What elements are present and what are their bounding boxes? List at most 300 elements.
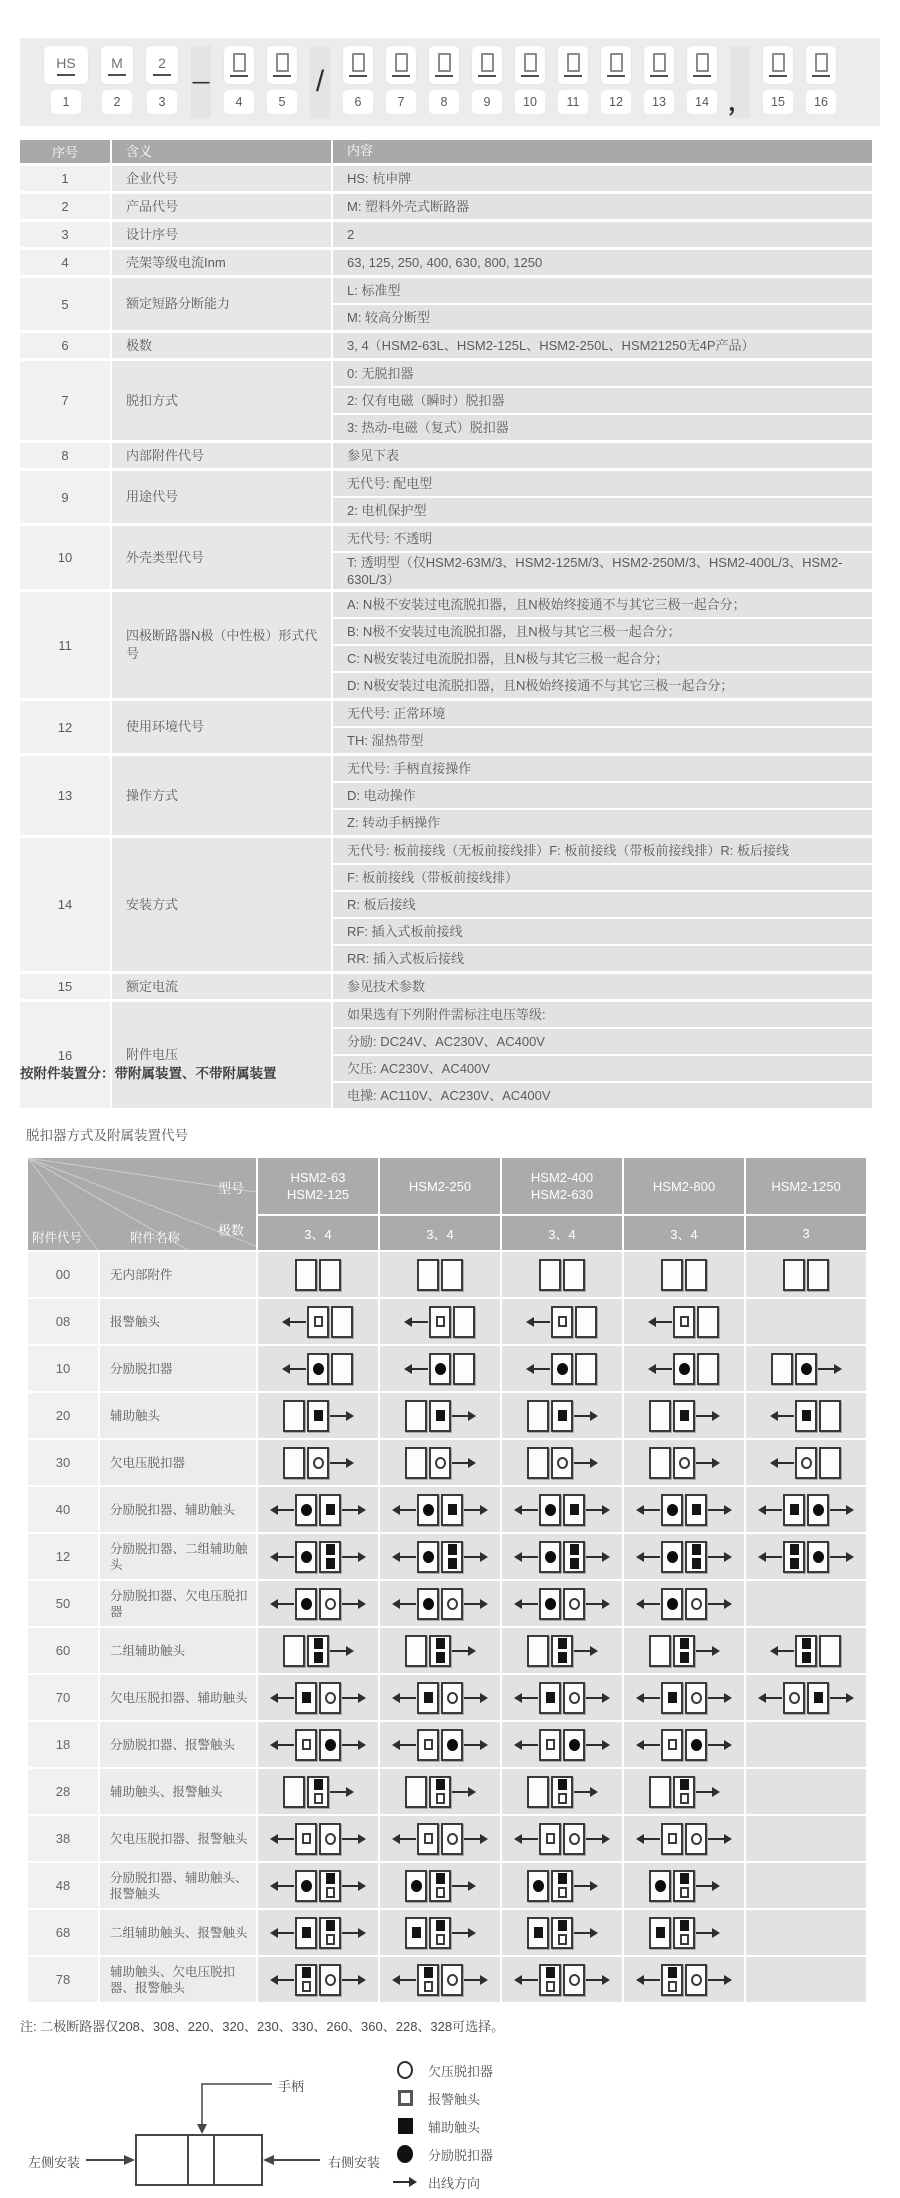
auxiliary-contact-glyph xyxy=(680,1779,689,1790)
legend-item xyxy=(392,2140,493,2168)
symbol-cell xyxy=(380,1769,500,1814)
auxiliary-contact-glyph xyxy=(790,1558,799,1569)
outgoing-left-arrow-icon xyxy=(514,1551,538,1563)
breaker-symbol xyxy=(526,1353,598,1385)
header-meaning: 含义 xyxy=(112,140,331,163)
breaker-symbol xyxy=(282,1306,354,1338)
accessory-code-cell: 48 xyxy=(28,1863,98,1908)
compartment xyxy=(417,1494,439,1526)
compartment xyxy=(673,1917,695,1949)
symbol-cell xyxy=(746,1534,866,1579)
auxiliary-contact-glyph xyxy=(302,1967,311,1978)
auxiliary-contact-glyph xyxy=(302,1692,311,1703)
symbol-cell xyxy=(258,1252,378,1297)
model-header xyxy=(380,1158,500,1214)
compartment xyxy=(661,1682,683,1714)
outgoing-left-arrow-icon xyxy=(636,1739,660,1751)
symbol-cell xyxy=(502,1581,622,1626)
breaker-symbol xyxy=(282,1447,354,1479)
code-meaning-table xyxy=(20,140,872,1111)
auxiliary-contact-glyph xyxy=(436,1873,445,1884)
auxiliary-contact-glyph xyxy=(326,1873,335,1884)
symbol-cell xyxy=(258,1863,378,1908)
underline xyxy=(57,74,75,76)
compartment xyxy=(295,1682,317,1714)
poles-cell: 3、4 xyxy=(258,1216,378,1250)
auxiliary-contact-glyph xyxy=(570,1558,579,1569)
compartment xyxy=(661,1588,683,1620)
alarm-contact-glyph xyxy=(436,1887,445,1898)
table1-row xyxy=(20,974,872,999)
outgoing-left-arrow-icon xyxy=(392,1833,416,1845)
compartment xyxy=(295,1259,317,1291)
breaker-symbol xyxy=(514,1964,610,1996)
meaning-cell: 额定短路分断能力 xyxy=(112,278,331,330)
compartment xyxy=(661,1541,683,1573)
auxiliary-contact-glyph xyxy=(680,1652,689,1663)
compartment xyxy=(795,1353,817,1385)
code-box xyxy=(343,46,373,84)
symbol-cell xyxy=(258,1957,378,2002)
position-number: 14 xyxy=(687,90,717,114)
compartment xyxy=(417,1259,439,1291)
outgoing-right-arrow-icon xyxy=(708,1974,732,1986)
breaker-symbol xyxy=(294,1259,342,1291)
seq-cell: 13 xyxy=(20,756,110,835)
auxiliary-contact-glyph xyxy=(692,1558,701,1569)
undervoltage-release-glyph xyxy=(557,1457,568,1469)
underline xyxy=(769,75,787,77)
outgoing-left-arrow-icon xyxy=(526,1316,550,1328)
footer xyxy=(20,2054,880,2198)
meaning-cell: 用途代号 xyxy=(112,471,331,523)
alarm-contact-glyph xyxy=(558,1793,567,1804)
empty-box-glyph xyxy=(772,53,785,72)
content-cell xyxy=(333,443,872,468)
position-number: 12 xyxy=(601,90,631,114)
empty-box-glyph xyxy=(610,53,623,72)
compartment xyxy=(417,1729,439,1761)
auxiliary-contact-glyph xyxy=(436,1410,445,1421)
code-separator: ， xyxy=(730,46,750,118)
outgoing-right-arrow-icon xyxy=(696,1786,720,1798)
compartment xyxy=(539,1729,561,1761)
content-cell xyxy=(333,278,872,330)
alarm-contact-glyph xyxy=(680,1316,689,1327)
bottom-note: 注: 二极断路器仅208、308、220、320、230、330、260、360、228、328可选择。 xyxy=(20,2019,505,2034)
outgoing-left-arrow-icon xyxy=(514,1598,538,1610)
meaning-cell: 额定电流 xyxy=(112,974,331,999)
alarm-contact-glyph xyxy=(546,1833,555,1844)
model-header xyxy=(746,1158,866,1214)
legend-item xyxy=(392,2056,493,2084)
compartment xyxy=(441,1494,463,1526)
seq-cell: 6 xyxy=(20,333,110,358)
auxiliary-contact-glyph xyxy=(570,1504,579,1515)
auxiliary-contact-glyph xyxy=(436,1652,445,1663)
outgoing-right-arrow-icon xyxy=(708,1692,732,1704)
code-box xyxy=(644,46,674,84)
auxiliary-contact-glyph xyxy=(326,1558,335,1569)
symbol-cell xyxy=(380,1957,500,2002)
compartment xyxy=(575,1353,597,1385)
breaker-symbol xyxy=(770,1635,842,1667)
alarm-contact-glyph xyxy=(558,1316,567,1327)
alarm-contact-glyph xyxy=(546,1739,555,1750)
symbol-cell xyxy=(502,1440,622,1485)
breaker-symbol xyxy=(404,1917,476,1949)
shunt-release-glyph xyxy=(435,1363,446,1375)
breaker-symbol xyxy=(648,1870,720,1902)
mount-diagram xyxy=(20,2054,390,2198)
undervoltage-release-glyph xyxy=(569,1598,580,1610)
compartment xyxy=(649,1776,671,1808)
auxiliary-contact-glyph xyxy=(314,1410,323,1421)
compartment xyxy=(307,1353,329,1385)
outgoing-right-arrow-icon xyxy=(330,1457,354,1469)
compartment xyxy=(783,1259,805,1291)
outgoing-right-arrow-icon xyxy=(342,1692,366,1704)
compartment xyxy=(319,1964,341,1996)
compartment xyxy=(441,1682,463,1714)
auxiliary-contact-glyph xyxy=(680,1873,689,1884)
shunt-release-glyph xyxy=(313,1363,324,1375)
compartment xyxy=(563,1729,585,1761)
accessory-name-cell: 分励脱扣器 xyxy=(100,1346,256,1391)
compartment xyxy=(527,1776,549,1808)
content-line: D: 电动操作 xyxy=(333,781,872,808)
position-number: 7 xyxy=(386,90,416,114)
meaning-cell: 极数 xyxy=(112,333,331,358)
compartment xyxy=(539,1588,561,1620)
breaker-symbol xyxy=(282,1635,354,1667)
compartment xyxy=(319,1870,341,1902)
outgoing-left-arrow-icon xyxy=(270,1739,294,1751)
auxiliary-contact-glyph xyxy=(802,1410,811,1421)
underline xyxy=(650,75,668,77)
code-box xyxy=(763,46,793,84)
outgoing-right-arrow-icon xyxy=(452,1880,476,1892)
content-line: 3: 热动-电磁（复式）脱扣器 xyxy=(333,413,872,440)
breaker-symbol xyxy=(514,1729,610,1761)
symbol-cell xyxy=(502,1487,622,1532)
accessory-code-cell: 10 xyxy=(28,1346,98,1391)
shunt-release-icon xyxy=(392,2145,418,2163)
symbol-cell xyxy=(746,1675,866,1720)
auxiliary-contact-glyph xyxy=(558,1920,567,1931)
meaning-cell: 操作方式 xyxy=(112,756,331,835)
accessory-name-cell: 二组辅助触头 xyxy=(100,1628,256,1673)
symbol-cell xyxy=(624,1769,744,1814)
alarm-contact-glyph xyxy=(326,1934,335,1945)
alarm-contact-glyph xyxy=(668,1981,677,1992)
seq-cell: 4 xyxy=(20,250,110,275)
alarm-contact-glyph xyxy=(680,1887,689,1898)
position-number: 13 xyxy=(644,90,674,114)
shunt-release-glyph xyxy=(557,1363,568,1375)
underline xyxy=(392,75,410,77)
symbol-cell xyxy=(258,1487,378,1532)
breaker-symbol xyxy=(648,1635,720,1667)
code-box xyxy=(601,46,631,84)
compartment xyxy=(441,1964,463,1996)
content-cell xyxy=(333,194,872,219)
content-cell xyxy=(333,471,872,523)
outgoing-right-arrow-icon xyxy=(586,1504,610,1516)
accessory-code-cell: 60 xyxy=(28,1628,98,1673)
breaker-symbol xyxy=(404,1400,476,1432)
auxiliary-contact-glyph xyxy=(424,1692,433,1703)
alarm-contact-glyph xyxy=(302,1739,311,1750)
seq-cell: 15 xyxy=(20,974,110,999)
outgoing-right-arrow-icon xyxy=(342,1598,366,1610)
accessory-code-cell: 50 xyxy=(28,1581,98,1626)
accessory-name-cell: 辅助触头、欠电压脱扣器、报警触头 xyxy=(100,1957,256,2002)
alarm-contact-glyph xyxy=(680,1793,689,1804)
shunt-release-glyph xyxy=(411,1880,422,1892)
symbol-cell xyxy=(258,1769,378,1814)
outgoing-left-arrow-icon xyxy=(514,1974,538,1986)
model-name: HSM2-800 xyxy=(652,1178,716,1194)
code-box-label: HS xyxy=(56,54,76,71)
direction-arrow-icon xyxy=(392,2176,418,2188)
outgoing-right-arrow-icon xyxy=(464,1692,488,1704)
underline xyxy=(812,75,830,77)
shunt-release-glyph xyxy=(545,1504,556,1516)
outgoing-left-arrow-icon xyxy=(392,1974,416,1986)
position-number: 3 xyxy=(147,90,177,114)
auxiliary-contact-glyph xyxy=(314,1638,323,1649)
alarm-contact-glyph xyxy=(436,1934,445,1945)
compartment xyxy=(539,1682,561,1714)
outgoing-right-arrow-icon xyxy=(452,1410,476,1422)
code-separator: / xyxy=(310,46,330,118)
outgoing-left-arrow-icon xyxy=(514,1692,538,1704)
compartment xyxy=(319,1682,341,1714)
compartment xyxy=(405,1635,427,1667)
undervoltage-release-glyph xyxy=(569,1692,580,1704)
content-cell xyxy=(333,974,872,999)
outgoing-right-arrow-icon xyxy=(830,1692,854,1704)
outgoing-left-arrow-icon xyxy=(270,1692,294,1704)
symbol-cell xyxy=(624,1346,744,1391)
symbol-cell xyxy=(258,1722,378,1767)
symbol-cell xyxy=(380,1722,500,1767)
empty-box-glyph xyxy=(276,53,289,72)
symbol-cell xyxy=(502,1346,622,1391)
compartment xyxy=(685,1541,707,1573)
compartment xyxy=(405,1870,427,1902)
compartment xyxy=(441,1541,463,1573)
code-segment xyxy=(386,46,416,114)
breaker-symbol xyxy=(770,1353,842,1385)
compartment xyxy=(539,1541,561,1573)
breaker-symbol xyxy=(514,1541,610,1573)
table1-row xyxy=(20,250,872,275)
accessory-name-cell: 分励脱扣器、辅助触头、报警触头 xyxy=(100,1863,256,1908)
undervoltage-release-glyph xyxy=(447,1598,458,1610)
outgoing-right-arrow-icon xyxy=(464,1551,488,1563)
compartment xyxy=(551,1917,573,1949)
symbol-cell xyxy=(502,1769,622,1814)
breaker-symbol xyxy=(648,1353,720,1385)
model-name: HSM2-250 xyxy=(408,1178,472,1194)
auxiliary-contact-glyph xyxy=(448,1504,457,1515)
symbol-legend xyxy=(392,2056,493,2196)
compartment xyxy=(453,1353,475,1385)
compartment xyxy=(661,1823,683,1855)
compartment xyxy=(795,1635,817,1667)
auxiliary-contact-glyph xyxy=(546,1967,555,1978)
content-cell xyxy=(333,701,872,753)
symbol-cell xyxy=(624,1393,744,1438)
breaker-symbol xyxy=(416,1259,464,1291)
alarm-contact-glyph xyxy=(302,1833,311,1844)
empty-box-glyph xyxy=(352,53,365,72)
outgoing-right-arrow-icon xyxy=(708,1833,732,1845)
meaning-cell: 外壳类型代号 xyxy=(112,526,331,589)
alarm-contact-glyph xyxy=(668,1739,677,1750)
symbol-cell xyxy=(746,1957,866,2002)
breaker-symbol xyxy=(270,1823,366,1855)
compartment xyxy=(685,1682,707,1714)
auxiliary-contact-glyph xyxy=(326,1544,335,1555)
compartment xyxy=(575,1306,597,1338)
outgoing-left-arrow-icon xyxy=(514,1504,538,1516)
content-line: B: N极不安装过电流脱扣器，且N极与其它三极一起合分； xyxy=(333,617,872,644)
breaker-symbol xyxy=(526,1447,598,1479)
breaker-symbol xyxy=(648,1306,720,1338)
outgoing-right-arrow-icon xyxy=(574,1927,598,1939)
outgoing-right-arrow-icon xyxy=(708,1739,732,1751)
outgoing-right-arrow-icon xyxy=(586,1974,610,1986)
undervoltage-release-glyph xyxy=(325,1692,336,1704)
compartment xyxy=(539,1259,561,1291)
compartment xyxy=(819,1635,841,1667)
alarm-contact-glyph xyxy=(424,1739,433,1750)
symbol-cell xyxy=(502,1910,622,1955)
compartment xyxy=(685,1823,707,1855)
table1-row xyxy=(20,166,872,191)
code-box xyxy=(472,46,502,84)
compartment xyxy=(685,1259,707,1291)
breaker-symbol xyxy=(404,1353,476,1385)
underline xyxy=(521,75,539,77)
symbol-cell xyxy=(380,1393,500,1438)
outgoing-left-arrow-icon xyxy=(270,1833,294,1845)
undervoltage-release-glyph xyxy=(789,1692,800,1704)
outgoing-left-arrow-icon xyxy=(282,1316,306,1328)
breaker-symbol xyxy=(526,1917,598,1949)
meaning-cell: 附件电压 xyxy=(112,1002,331,1108)
content-line: 欠压: AC230V、AC400V xyxy=(333,1054,872,1081)
content-line: 如果选有下列附件需标注电压等级: xyxy=(347,1007,546,1022)
seq-cell: 11 xyxy=(20,592,110,698)
position-number: 1 xyxy=(51,90,81,114)
symbol-cell xyxy=(258,1675,378,1720)
symbol-cell xyxy=(624,1628,744,1673)
undervoltage-release-glyph xyxy=(325,1833,336,1845)
auxiliary-contact-glyph xyxy=(668,1967,677,1978)
meaning-cell: 企业代号 xyxy=(112,166,331,191)
undervoltage-release-glyph xyxy=(325,1974,336,1986)
symbol-cell xyxy=(746,1628,866,1673)
content-cell xyxy=(333,526,872,589)
accessory-code-cell: 78 xyxy=(28,1957,98,2002)
compartment xyxy=(527,1447,549,1479)
content-line: HS: 杭申牌 xyxy=(347,171,412,186)
symbol-cell xyxy=(380,1440,500,1485)
meaning-cell: 设计序号 xyxy=(112,222,331,247)
outgoing-right-arrow-icon xyxy=(586,1692,610,1704)
breaker-symbol xyxy=(270,1588,366,1620)
compartment xyxy=(551,1635,573,1667)
breaker-symbol xyxy=(404,1870,476,1902)
compartment xyxy=(673,1447,695,1479)
outgoing-right-arrow-icon xyxy=(708,1551,732,1563)
compartment xyxy=(685,1494,707,1526)
symbol-cell xyxy=(746,1722,866,1767)
outgoing-right-arrow-icon xyxy=(330,1410,354,1422)
shunt-release-glyph xyxy=(301,1551,312,1563)
accessory-code-cell: 70 xyxy=(28,1675,98,1720)
content-line: F: 板前接线（带板前接线排） xyxy=(333,863,872,890)
breaker-outline xyxy=(135,2134,263,2186)
shunt-release-glyph xyxy=(423,1551,434,1563)
meaning-cell: 内部附件代号 xyxy=(112,443,331,468)
symbol-cell xyxy=(258,1299,378,1344)
empty-box-glyph xyxy=(653,53,666,72)
code-box xyxy=(44,46,88,84)
outgoing-left-arrow-icon xyxy=(648,1316,672,1328)
outgoing-right-arrow-icon xyxy=(574,1645,598,1657)
compartment xyxy=(819,1447,841,1479)
empty-box-glyph xyxy=(233,53,246,72)
alarm-contact-glyph xyxy=(546,1981,555,1992)
breaker-symbol xyxy=(514,1823,610,1855)
shunt-release-glyph xyxy=(301,1504,312,1516)
compartment xyxy=(283,1400,305,1432)
accessory-name-cell: 分励脱扣器、报警触头 xyxy=(100,1722,256,1767)
breaker-symbol xyxy=(392,1494,488,1526)
meaning-cell: 脱扣方式 xyxy=(112,361,331,440)
symbol-cell xyxy=(746,1910,866,1955)
outgoing-left-arrow-icon xyxy=(758,1551,782,1563)
outgoing-right-arrow-icon xyxy=(574,1786,598,1798)
code-box xyxy=(429,46,459,84)
table1-row xyxy=(20,838,872,971)
breaker-symbol xyxy=(270,1870,366,1902)
alarm-contact-glyph xyxy=(314,1316,323,1327)
auxiliary-contact-glyph xyxy=(326,1920,335,1931)
outgoing-left-arrow-icon xyxy=(636,1504,660,1516)
compartment xyxy=(807,1541,829,1573)
compartment xyxy=(539,1964,561,1996)
compartment xyxy=(795,1400,817,1432)
symbol-cell xyxy=(624,1675,744,1720)
symbol-cell xyxy=(624,1581,744,1626)
symbol-cell xyxy=(258,1910,378,1955)
alarm-contact-glyph xyxy=(436,1316,445,1327)
content-line: TH: 湿热带型 xyxy=(333,726,872,753)
model-header xyxy=(502,1158,622,1214)
outgoing-left-arrow-icon xyxy=(770,1410,794,1422)
breaker-symbol xyxy=(636,1588,732,1620)
symbol-cell xyxy=(624,1957,744,2002)
outgoing-left-arrow-icon xyxy=(770,1457,794,1469)
outgoing-right-arrow-icon xyxy=(342,1833,366,1845)
breaker-symbol xyxy=(392,1682,488,1714)
